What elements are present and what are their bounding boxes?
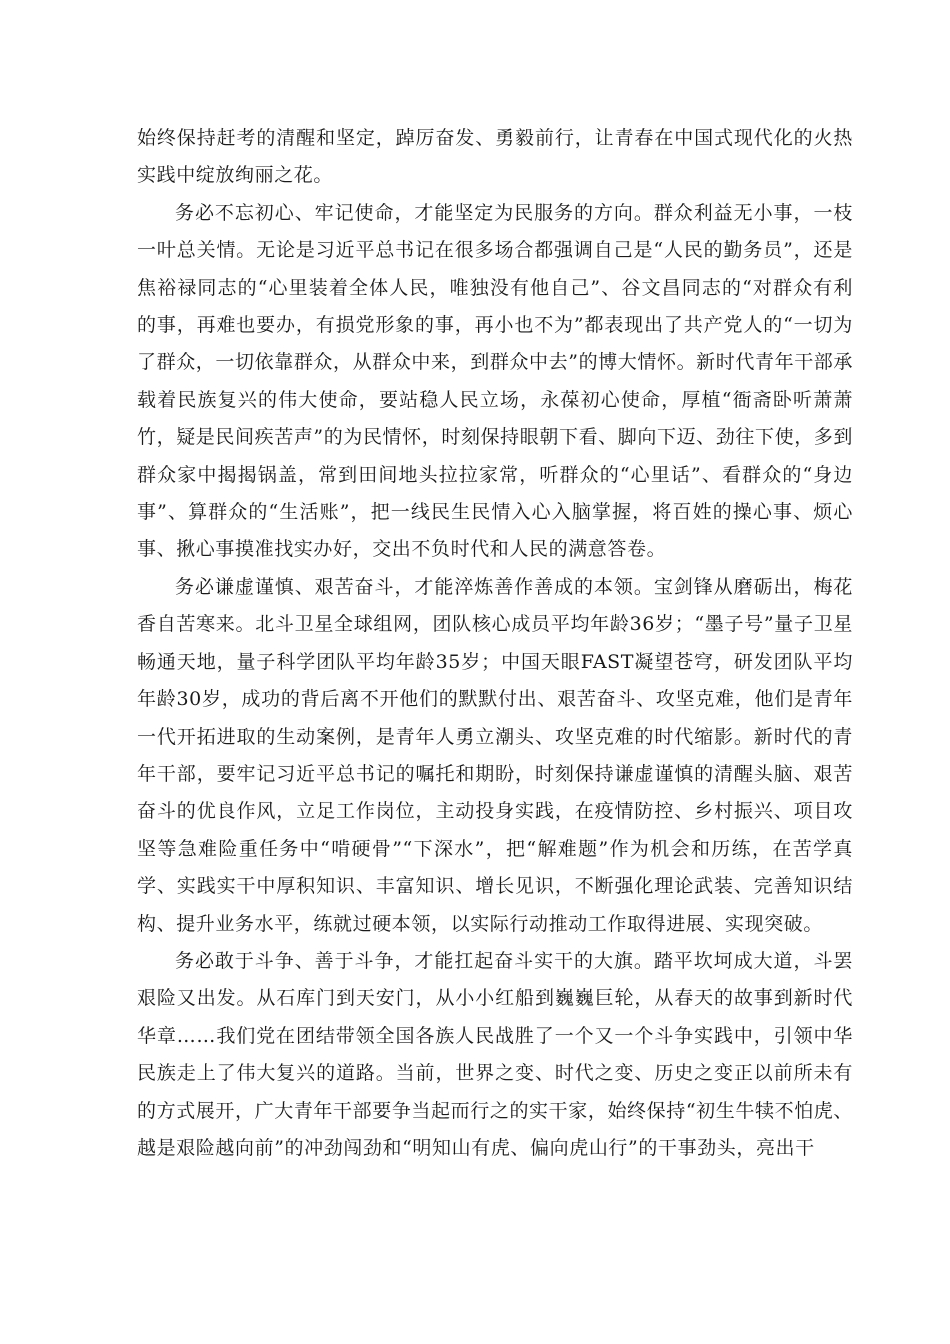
paragraph-serve-people: 务必不忘初心、牢记使命，才能坚定为民服务的方向。群众利益无小事，一枝一叶总关情。无论是习近平总书记在很多场合都强调自己是“人民的勤务员”，还是焦裕禄同志的“心里装着全体人民，唯独没有他自己”、谷文昌同志的“对群众有利的事，再难也要办，有损党形象的事，再小也不为”都表现出了共产党人的“一切为了群众，一切依靠群众，从群众中来，到群众中去”的博大情怀。新时代青年干部承载着民族复兴的伟大使命，要站稳人民立场，永葆初心使命，厚植“衙斋卧听萧萧竹，疑是民间疾苦声”的为民情怀，时刻保持眼朝下看、脚向下迈、劲往下使，多到群众家中揭揭锅盖，常到田间地头拉拉家常，听群众的“心里话”、看群众的“身边事”、算群众的“生活账”，把一线民生民情入心入脑掌握，将百姓的操心事、烦心事、揪心事摸准找实办好，交出不负时代和人民的满意答卷。 (137, 201, 853, 561)
paragraph-modesty-hard-work: 务必谦虚谨慎、艰苦奋斗，才能淬炼善作善成的本领。宝剑锋从磨砺出，梅花香自苦寒来。北斗卫星全球组网，团队核心成员平均年龄36岁；“墨子号”量子卫星畅通天地，量子科学团队平均年龄35岁；中国天眼FAST凝望苍穹，研发团队平均年龄30岁，成功的背后离不开他们的默默付出、艰苦奋斗、攻坚克难，他们是青年一代开拓进取的生动案例，是青年人勇立潮头、攻坚克难的时代缩影。新时代的青年干部，要牢记习近平总书记的嘱托和期盼，时刻保持谦虚谨慎的清醒头脑、艰苦奋斗的优良作风，立足工作岗位，主动投身实践，在疫情防控、乡村振兴、项目攻坚等急难险重任务中“啃硬骨”“下深水”，把“解难题”作为机会和历练，在苦学真学、实践实干中厚积知识、丰富知识、增长见识，不断强化理论武装、完善知识结构、提升业务水平，练就过硬本领，以实际行动推动工作取得进展、实现突破。 (137, 575, 853, 935)
document-body (137, 120, 853, 1167)
paragraph-continued: 始终保持赶考的清醒和坚定，踔厉奋发、勇毅前行，让青春在中国式现代化的火热实践中绽放绚丽之花。 (137, 127, 853, 187)
paragraph-dare-to-struggle: 务必敢于斗争、善于斗争，才能扛起奋斗实干的大旗。踏平坎坷成大道，斗罢艰险又出发。从石库门到天安门，从小小红船到巍巍巨轮，从春天的故事到新时代华章……我们党在团结带领全国各族人民战胜了一个又一个斗争实践中，引领中华民族走上了伟大复兴的道路。当前，世界之变、时代之变、历史之变正以前所未有的方式展开，广大青年干部要争当起而行之的实干家，始终保持“初生牛犊不怕虎、越是艰险越向前”的冲劲闯劲和“明知山有虎、偏向虎山行”的干事劲头，亮出干 (137, 949, 853, 1159)
